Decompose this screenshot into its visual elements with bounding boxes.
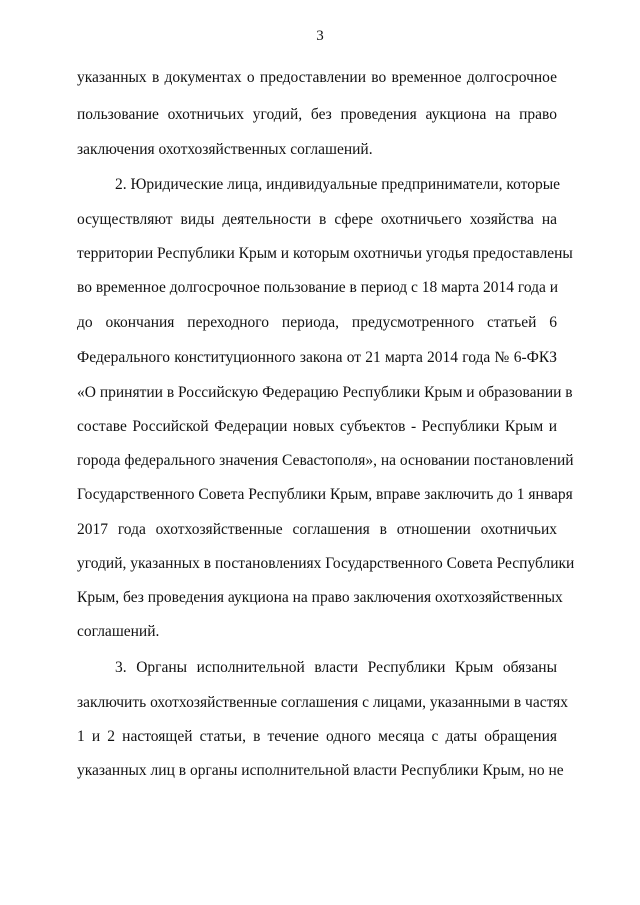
text-line: города федерального значения Севастополя», на основании постановлений <box>77 452 574 469</box>
text-line: угодий, указанных в постановлениях Государственного Совета Республики <box>77 555 575 572</box>
text-line: Государственного Совета Республики Крым, вправе заключить до 1 января <box>77 486 573 503</box>
text-line: 2017 года охотхозяйственные соглашения в отношении охотничьих <box>77 521 557 538</box>
text-line: осуществляют виды деятельности в сфере охотничьего хозяйства на <box>77 211 557 228</box>
text-line: заключения охотхозяйственных соглашений. <box>77 141 373 158</box>
page-number: 3 <box>316 28 324 44</box>
text-line: до окончания переходного периода, предусмотренного статьей 6 <box>77 314 557 331</box>
text-line: территории Республики Крым и которым охотничьи угодья предоставлены <box>77 245 573 262</box>
text-line: указанных в документах о предоставлении во временное долгосрочное <box>77 69 557 86</box>
text-line: указанных лиц в органы исполнительной власти Республики Крым, но не <box>77 762 564 779</box>
text-line: Крым, без проведения аукциона на право заключения охотхозяйственных <box>77 589 563 606</box>
text-line: заключить охотхозяйственные соглашения с лицами, указанными в частях <box>77 694 569 711</box>
text-line: во временное долгосрочное пользование в период с 18 марта 2014 года и <box>77 279 559 296</box>
text-line: «О принятии в Российскую Федерацию Республики Крым и образовании в <box>77 384 573 401</box>
text-line: 1 и 2 настоящей статьи, в течение одного месяца с даты обращения <box>77 728 557 745</box>
text-line: составе Российской Федерации новых субъектов - Республики Крым и <box>77 418 557 435</box>
text-line: Федерального конституционного закона от 21 марта 2014 года № 6-ФКЗ <box>77 349 557 366</box>
text-line: 2. Юридические лица, индивидуальные предприниматели, которые <box>115 176 561 193</box>
text-line: пользование охотничьих угодий, без проведения аукциона на право <box>77 106 557 123</box>
text-line: соглашений. <box>77 623 160 640</box>
text-line: 3. Органы исполнительной власти Республики Крым обязаны <box>115 659 557 676</box>
